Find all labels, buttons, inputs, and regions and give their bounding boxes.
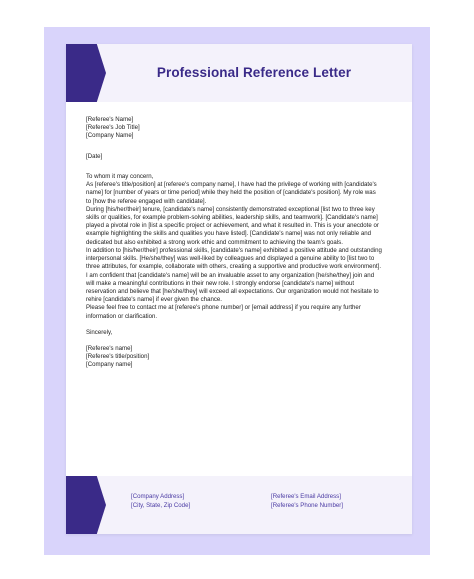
signature-name: [Referee's name] (86, 345, 133, 353)
salutation: To whom it may concern, (86, 172, 154, 180)
referee-email: [Referee's Email Address] (271, 493, 341, 500)
closing: Sincerely, (86, 328, 113, 336)
footer-tab-shape (66, 476, 106, 534)
letter-paper (66, 44, 412, 534)
paragraph-3: In addition to [his/her/their] professional skills, [candidate's name] exhibited a positive attitude and outstanding interpersonal skills. [He/she/they] was well-liked by colleagues and displayed a genuine ability to [list two to three attributes, for example, collaborate with others, creating a supportive and productive work environment]. (86, 246, 382, 271)
signature-company: [Company name] (86, 361, 133, 369)
paragraph-1: As [referee's title/position] at [referee's company name], I have had the privilege of working with [candidate's name] for [number of years or time period] while they held the position of [candidate's position]. My role was to [how the referee engaged with candidate]. (86, 181, 377, 205)
footer-contact-column (271, 493, 343, 511)
paragraph-4: I am confident that [candidate's name] will be an invaluable asset to any organization [he/she/they] join and will make a meaningful contributions in their new role. I strongly endorse [candidate's name] without reservation and believe that [he/she/they] will exceed all expectations. Our organization would not hesitate to rehire [candidate's name] if ever given the chance. (86, 271, 379, 304)
footer-band (66, 476, 412, 534)
signature-title: [Referee's title/position] (86, 353, 150, 361)
paragraph-5: Please feel free to contact me at [referee's phone number] or [email address] if you require any further information or clarification. (86, 304, 361, 320)
footer-address-column (131, 493, 190, 511)
referee-job-title: [Referee's Job Title] (86, 124, 140, 132)
paragraph-2: During [his/her/their] tenure, [candidate's name] consistently demonstrated exceptional [list two to three key skills or qualities, for example problem-solving abilities, leadership skills, and teamwork]. [Candidate's name] played a pivotal role in [list a specific project or achievement, and what it resulted in. This is your anecdote or example highlighting the skills and qualities you have listed]. [Candidate's name] was not only reliable and dedicated but also exhibited a strong work ethic and commitment to achieving the team's goals. (86, 205, 379, 246)
city-state-zip: [City, State, Zip Code] (131, 501, 191, 509)
letter-content (86, 116, 382, 370)
header-tab-shape (66, 44, 106, 102)
referee-name: [Referee's Name] (86, 116, 134, 123)
document-title: Professional Reference Letter (156, 65, 352, 80)
header-band (66, 44, 412, 102)
company-address: [Company Address] (131, 493, 185, 500)
referee-phone: [Referee's Phone Number] (271, 501, 343, 509)
letter-date: [Date] (86, 152, 103, 160)
company-name: [Company Name] (86, 132, 134, 140)
